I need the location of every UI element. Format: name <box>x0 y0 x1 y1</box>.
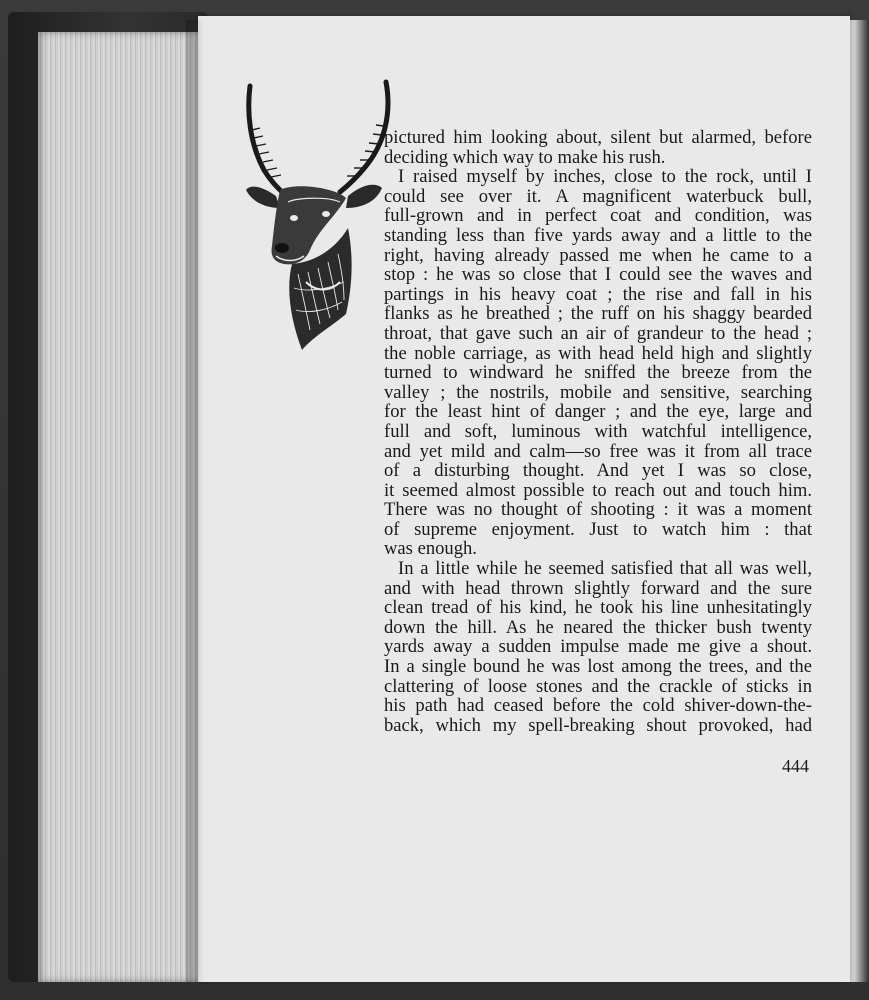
paragraph <box>384 167 812 559</box>
page-edges-left <box>38 32 200 982</box>
waterbuck-head-icon <box>236 78 396 360</box>
text-line: full and soft, luminous with watchful intelligence, <box>384 420 812 442</box>
text-line: turned to windward he sniffed the breeze from the <box>384 362 812 384</box>
text-line: stop : he was so close that I could see the waves and <box>384 264 812 286</box>
text-line: clattering of loose stones and the crackle of sticks in <box>384 675 812 697</box>
text-line: partings in his heavy coat ; the rise and fall in his <box>384 283 812 305</box>
text-line: In a single bound he was lost among the trees, and the <box>384 656 812 678</box>
text-line: I raised myself by inches, close to the rock, until I <box>398 166 812 188</box>
text-line: the noble carriage, as with head held high and slightly <box>384 342 812 364</box>
text-line: yards away a sudden impulse made me give a shout. <box>384 636 812 658</box>
text-line: back, which my spell-breaking shout provoked, had <box>384 714 812 736</box>
body-text <box>384 128 812 735</box>
text-line: throat, that gave such an air of grandeur to the head ; <box>384 322 812 344</box>
text-line: for the least hint of danger ; and the eye, large and <box>384 401 812 423</box>
text-line: it seemed almost possible to reach out and touch him. <box>384 479 812 501</box>
text-line: standing less than five yards away and a little to the <box>384 224 812 246</box>
text-line: right, having already passed me when he came to a <box>384 244 812 266</box>
text-line: was enough. <box>384 538 477 560</box>
text-line: valley ; the nostrils, mobile and sensitive, searching <box>384 381 812 403</box>
page-gutter <box>186 20 204 982</box>
text-line: and with head thrown slightly forward and the sure <box>384 577 812 599</box>
text-line: flanks as he breathed ; the ruff on his shaggy bearded <box>384 303 812 325</box>
page-number: 444 <box>782 756 809 776</box>
text-line: full-grown and in perfect coat and condition, was <box>384 205 812 227</box>
text-line: could see over it. A magnificent waterbuck bull, <box>384 185 812 207</box>
text-line: deciding which way to make his rush. <box>384 146 666 168</box>
text-line: of supreme enjoyment. Just to watch him : that <box>384 518 812 540</box>
text-line: pictured him looking about, silent but alarmed, before <box>384 127 812 148</box>
paragraph <box>384 128 812 167</box>
text-line: clean tread of his kind, he took his line unhesitatingly <box>384 597 812 619</box>
text-line: of a disturbing thought. And yet I was so close, <box>384 460 812 482</box>
text-line: and yet mild and calm—so free was it from all trace <box>384 440 812 462</box>
paragraph <box>384 559 812 735</box>
text-line: his path had ceased before the cold shiver-down-the- <box>384 695 812 717</box>
text-line: down the hill. As he neared the thicker bush twenty <box>384 616 812 638</box>
text-line: In a little while he seemed satisfied that all was well, <box>398 558 812 580</box>
text-line: There was no thought of shooting : it was a moment <box>384 499 812 521</box>
